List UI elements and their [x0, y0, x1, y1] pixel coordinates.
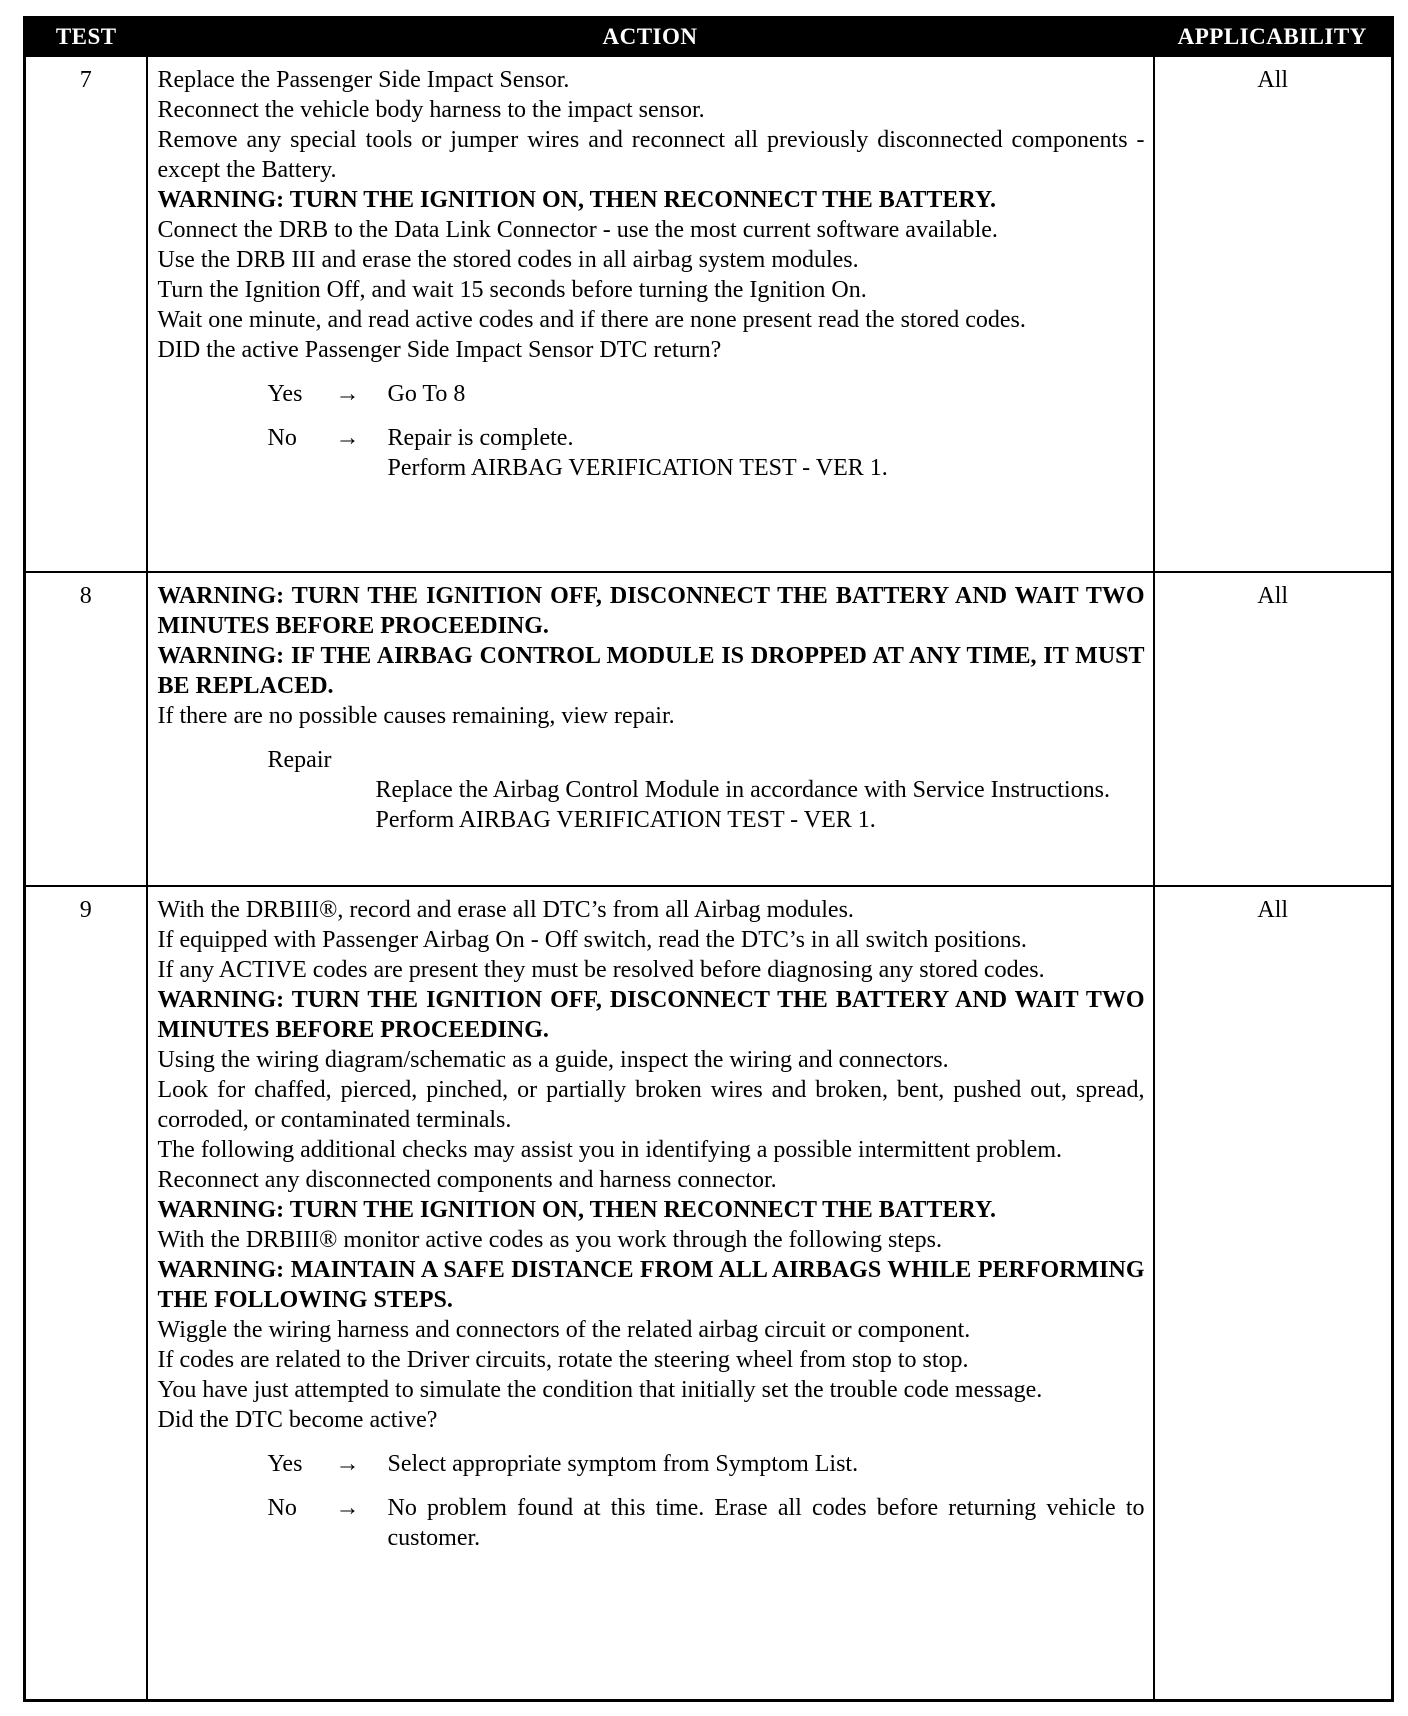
- answer-line: No problem found at this time. Erase all codes before returning vehicle to customer.: [387, 1495, 1145, 1551]
- warning-line: WARNING: TURN THE IGNITION ON, THEN RECONNECT THE BATTERY.: [157, 187, 996, 213]
- answer-key: No: [267, 425, 297, 451]
- repair-line: Perform AIRBAG VERIFICATION TEST - VER 1.: [375, 807, 876, 833]
- table-row: [25, 886, 1393, 1700]
- answer-text: [388, 379, 1145, 409]
- answer-line: Repair is complete.: [387, 425, 574, 451]
- answer-key: Yes: [267, 1451, 303, 1477]
- answer-key: No: [267, 1495, 297, 1521]
- action-line: Use the DRB III and erase the stored codes in all airbag system modules.: [157, 247, 859, 273]
- action-line: If any ACTIVE codes are present they must be resolved before diagnosing any stored codes.: [157, 957, 1045, 983]
- action-question: Did the DTC become active?: [157, 1407, 438, 1433]
- answer-line: Select appropriate symptom from Symptom List.: [387, 1451, 859, 1477]
- action-line: Using the wiring diagram/schematic as a guide, inspect the wiring and connectors.: [157, 1047, 949, 1073]
- action-line: The following additional checks may assist you in identifying a possible intermittent problem.: [157, 1137, 1062, 1163]
- warning-line: WARNING: IF THE AIRBAG CONTROL MODULE IS DROPPED AT ANY TIME, IT MUST BE REPLACED.: [157, 643, 1145, 699]
- answer-line: Go To 8: [387, 381, 466, 407]
- arrow-icon: →: [335, 1451, 360, 1477]
- header-action: ACTION: [147, 18, 1154, 57]
- action-line: You have just attempted to simulate the condition that initially set the trouble code message.: [157, 1377, 1043, 1403]
- test-number: 9: [25, 886, 147, 1700]
- diagnostic-table: [23, 16, 1394, 1702]
- warning-line: WARNING: TURN THE IGNITION OFF, DISCONNECT THE BATTERY AND WAIT TWO MINUTES BEFORE PROCEEDING.: [157, 583, 1145, 639]
- arrow-icon: →: [335, 1495, 360, 1521]
- action-question: DID the active Passenger Side Impact Sensor DTC return?: [157, 337, 722, 363]
- table-row: [25, 56, 1393, 572]
- header-test: TEST: [25, 18, 147, 57]
- repair-line: Replace the Airbag Control Module in accordance with Service Instructions.: [375, 777, 1110, 803]
- answer-yes: [158, 1449, 1145, 1479]
- action-cell: [147, 572, 1154, 886]
- action-cell: [147, 56, 1154, 572]
- repair-label: Repair: [267, 747, 332, 773]
- arrow-icon: →: [335, 425, 360, 451]
- action-line: Look for chaffed, pierced, pinched, or partially broken wires and broken, bent, pushed out, spread, corroded, or contaminated terminals.: [157, 1077, 1145, 1133]
- action-line: Turn the Ignition Off, and wait 15 seconds before turning the Ignition On.: [157, 277, 867, 303]
- answer-yes: [158, 379, 1145, 409]
- answer-key: Yes: [267, 381, 303, 407]
- action-line: With the DRBIII® monitor active codes as you work through the following steps.: [157, 1227, 942, 1253]
- answer-text: [388, 423, 1145, 483]
- table-row: [25, 572, 1393, 886]
- warning-line: WARNING: TURN THE IGNITION OFF, DISCONNECT THE BATTERY AND WAIT TWO MINUTES BEFORE PROCEEDING.: [157, 987, 1145, 1043]
- applicability-cell: All: [1154, 56, 1393, 572]
- answer-no: [158, 423, 1145, 483]
- diagnostic-page: [23, 16, 1391, 1704]
- warning-line: WARNING: MAINTAIN A SAFE DISTANCE FROM ALL AIRBAGS WHILE PERFORMING THE FOLLOWING STEPS.: [157, 1257, 1145, 1313]
- applicability-cell: All: [1154, 886, 1393, 1700]
- answer-no: [158, 1493, 1145, 1553]
- action-line: Wiggle the wiring harness and connectors of the related airbag circuit or component.: [157, 1317, 971, 1343]
- action-line: Wait one minute, and read active codes and if there are none present read the stored codes.: [157, 307, 1026, 333]
- action-line: If equipped with Passenger Airbag On - Off switch, read the DTC’s in all switch positions.: [157, 927, 1027, 953]
- action-line: Reconnect any disconnected components and harness connector.: [157, 1167, 777, 1193]
- answer-text: [388, 1449, 1145, 1479]
- answer-line: Perform AIRBAG VERIFICATION TEST - VER 1.: [387, 455, 888, 481]
- answer-text: [388, 1493, 1145, 1553]
- header-applicability: APPLICABILITY: [1154, 18, 1393, 57]
- action-line: Reconnect the vehicle body harness to the impact sensor.: [157, 97, 705, 123]
- repair-instructions: [376, 775, 1145, 835]
- action-line: Connect the DRB to the Data Link Connector - use the most current software available.: [157, 217, 998, 243]
- arrow-icon: →: [335, 381, 360, 407]
- action-line: If codes are related to the Driver circuits, rotate the steering wheel from stop to stop.: [157, 1347, 969, 1373]
- action-cell: [147, 886, 1154, 1700]
- action-line: If there are no possible causes remaining, view repair.: [157, 703, 675, 729]
- action-line: With the DRBIII®, record and erase all DTC’s from all Airbag modules.: [157, 897, 854, 923]
- warning-line: WARNING: TURN THE IGNITION ON, THEN RECONNECT THE BATTERY.: [157, 1197, 996, 1223]
- test-number: 8: [25, 572, 147, 886]
- applicability-cell: All: [1154, 572, 1393, 886]
- action-line: Replace the Passenger Side Impact Sensor.: [157, 67, 570, 93]
- table-header-row: [25, 18, 1393, 57]
- action-line: Remove any special tools or jumper wires and reconnect all previously disconnected components - except the Battery.: [157, 127, 1145, 183]
- test-number: 7: [25, 56, 147, 572]
